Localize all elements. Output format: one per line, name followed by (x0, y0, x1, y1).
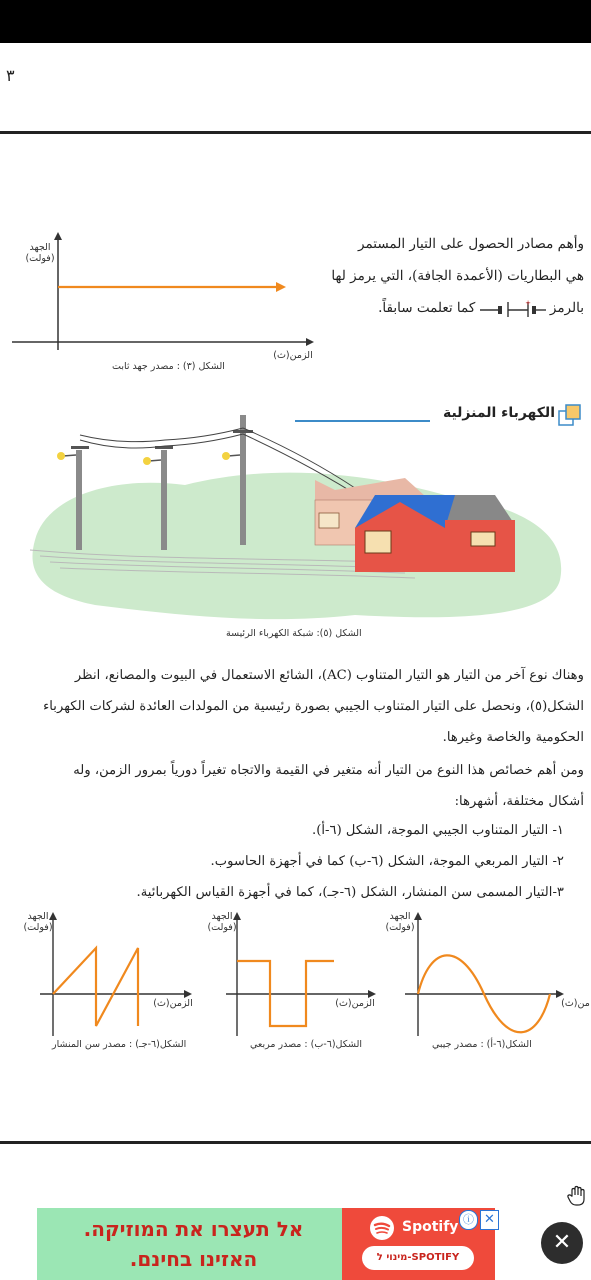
intro-line-3-suffix: كما تعلمت سابقاً. (378, 300, 476, 316)
intro-line-1: وأهم مصادر الحصول على التيار المستمر (358, 236, 584, 252)
body-p1-line2: الشكل(٥)، ونحصل على التيار المتناوب الجيبي بصورة رئيسية من المولدات العائدة لشركات الكهرباء (43, 699, 584, 714)
fig6c-x-label: الزمن(ث) (153, 998, 193, 1009)
body-p2-line1: ومن أهم خصائص هذا النوع من التيار أنه متغير في القيمة والاتجاه تغيراً دورياً بمرور الزمن، وله (73, 763, 584, 778)
fig5-house-front (355, 495, 515, 572)
battery-symbol-icon (480, 300, 546, 318)
fig6a-y-label-line1: الجهد (389, 911, 411, 922)
fig6b-x-label: الزمن(ث) (335, 998, 375, 1009)
body-paragraph-1 (12, 660, 584, 753)
fig6c-y-label (18, 911, 58, 933)
fig3-y-label (18, 242, 62, 264)
spotify-logo (364, 1214, 464, 1240)
fig3-x-label: الزمن(ث) (273, 350, 313, 361)
page-number: ٣ (6, 66, 15, 85)
fig3-x-arrow (306, 338, 314, 346)
fig6b-square-chart (222, 910, 382, 1040)
section-title: الكهرباء المنزلية (442, 405, 555, 421)
hand-pointer-icon (566, 1185, 588, 1207)
fig6b-caption: الشكل(٦-ب) : مصدر مربعي (250, 1039, 362, 1050)
fig3-voltage-arrow (276, 282, 286, 292)
fig3-y-label-line2: (فولت) (25, 253, 55, 264)
ad-headline (51, 1214, 336, 1274)
body-p1-line3: الحكومية والخاصة وغيرها. (442, 730, 584, 745)
ad-banner[interactable] (37, 1208, 495, 1280)
fig6c-sawtooth-chart (38, 910, 203, 1040)
intro-line-3-prefix: بالرمز (549, 300, 584, 316)
ad-text-panel[interactable] (37, 1208, 342, 1280)
fig6c-y-label-line2: (فولت) (23, 922, 53, 933)
fig6c-y-label-line1: الجهد (27, 911, 49, 922)
fig6a-y-label-line2: (فولت) (385, 922, 415, 933)
status-bar (0, 0, 591, 43)
list-item-2: ٢- التيار المربعي الموجة، الشكل (٦-ب) كما في أجهزة الحاسوب. (210, 854, 564, 869)
intro-line-3 (318, 292, 584, 324)
fig6c-sawtooth-wave (53, 948, 138, 1026)
intro-paragraph (318, 228, 584, 324)
ad-cta-button[interactable]: מינוי ל-SPOTIFY (362, 1246, 474, 1270)
dismiss-ad-button[interactable]: ✕ (541, 1222, 583, 1264)
fig6a-y-label (380, 911, 420, 933)
header-divider (0, 131, 591, 134)
body-p2-line2: أشكال مختلفة، أشهرها: (454, 794, 584, 809)
fig6b-y-label-line1: الجهد (211, 911, 233, 922)
ad-info-icon[interactable]: ⓘ (459, 1210, 478, 1230)
svg-text:+: + (524, 299, 531, 307)
intro-line-2: هي البطاريات (الأعمدة الجافة)، التي يرمز لها (331, 268, 584, 284)
body-p1-line1: وهناك نوع آخر من التيار هو التيار المتناوب (AC)، الشائع الاستعمال في البيوت والمصانع، انظر (74, 668, 584, 683)
list-item-3: ٣-التيار المسمى سن المنشار، الشكل (٦-جـ)، كما في أجهزة القياس الكهربائية. (136, 885, 564, 900)
spotify-logo-icon (368, 1214, 396, 1242)
body-list (12, 815, 584, 908)
ad-headline-line1: אל תעצרו את המוזיקה. (83, 1217, 304, 1241)
fig6a-caption: الشكل(٦-أ) : مصدر جيبي (432, 1039, 532, 1050)
fig6b-y-label-line2: (فولت) (207, 922, 237, 933)
fig6a-x-label: من(ث) (561, 998, 590, 1009)
fig3-y-arrow (54, 232, 62, 240)
fig5-power-grid-illustration (25, 410, 570, 625)
ad-headline-line2: האזינו בחינם. (129, 1247, 258, 1271)
ad-close-icon[interactable]: ✕ (480, 1210, 499, 1230)
fig3-caption: الشكل (٣) : مصدر جهد ثابت (112, 361, 225, 372)
body-paragraph-2 (12, 755, 584, 817)
spotify-brand-label: Spotify (402, 1219, 459, 1235)
fig6a-sine-chart (400, 910, 591, 1040)
fig3-y-label-line1: الجهد (29, 242, 51, 253)
list-item-1: ١- التيار المتناوب الجيبي الموجة، الشكل (٦-أ). (312, 823, 564, 838)
fig5-caption: الشكل (٥): شبكة الكهرباء الرئيسة (226, 628, 362, 639)
ad-brand-panel[interactable] (342, 1208, 495, 1280)
footer-divider (0, 1141, 591, 1144)
fig6b-y-label (202, 911, 242, 933)
fig6c-caption: الشكل(٦-جـ) : مصدر سن المنشار (52, 1039, 187, 1050)
